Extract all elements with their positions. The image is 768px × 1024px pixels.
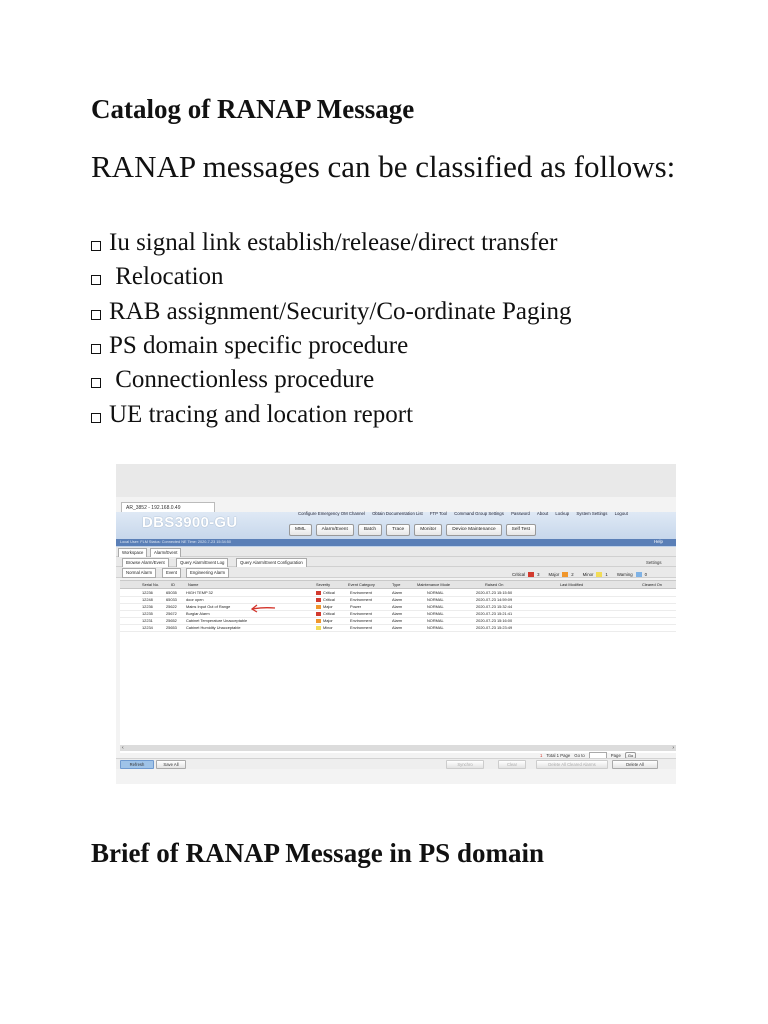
bullet-list (91, 226, 571, 432)
col-raised-on[interactable]: Raised On (485, 582, 504, 587)
tab-alarm-event[interactable]: Alarm/Event (150, 548, 181, 558)
square-bullet-icon (91, 378, 101, 388)
scroll-left-icon[interactable]: ‹ (122, 745, 124, 751)
list-item (91, 295, 571, 329)
table-row[interactable]: 12236 65035 HIGH TEMP 32 Critical Environment Alarm NORMAL 2020-07-23 15:15:50 (120, 589, 676, 597)
tab-engineering-alarm[interactable]: Engineering Alarm (186, 568, 229, 578)
window-tab: AR_3852 - 192.168.0.49 (121, 502, 215, 514)
table-row[interactable]: 12236 25622 Mains Input Out of Range Major Power Alarm NORMAL 2020-07-23 15:32:44 (120, 603, 676, 611)
trace-button[interactable]: Trace (386, 524, 410, 536)
monitor-button[interactable]: Monitor (414, 524, 442, 536)
link-command-group[interactable]: Command Group Settings (454, 511, 504, 516)
self-test-button[interactable]: Self Test (506, 524, 536, 536)
batch-button[interactable]: Batch (358, 524, 382, 536)
help-link[interactable]: Help (654, 539, 663, 544)
list-item (91, 226, 571, 260)
critical-swatch-icon (528, 572, 534, 577)
table-row[interactable]: 12234 25653 Cabinet Humidity Unacceptable Minor Environment Alarm NORMAL 2020-07-23 15:23:49 (120, 624, 676, 632)
col-id[interactable]: ID (171, 582, 175, 587)
col-maint-mode[interactable]: Maintenance Mode (417, 582, 451, 587)
synchro-button[interactable]: Synchro (446, 760, 484, 769)
tab-query-alarm-log[interactable]: Query Alarm/Event Log (176, 558, 228, 568)
table-row[interactable]: 12235 25672 Burglar Alarm Critical Environment Alarm NORMAL 2020-07-23 15:21:41 (120, 610, 676, 618)
go-button[interactable]: Go (625, 752, 636, 759)
tab-workspace[interactable]: Workspace (118, 548, 147, 558)
section-heading: Catalog of RANAP Message (91, 94, 415, 124)
square-bullet-icon (91, 310, 101, 320)
screenshot-blank-area (116, 464, 676, 497)
toolbar (289, 524, 536, 536)
app-name: DBS3900-GU (142, 514, 238, 531)
save-all-button[interactable]: Save All (156, 760, 186, 769)
square-bullet-icon (91, 241, 101, 251)
clear-button[interactable]: Clear (498, 760, 526, 769)
link-emergency-om[interactable]: Configure Emergency OM Channel (298, 511, 365, 516)
list-item-text: Connectionless procedure (109, 366, 375, 394)
col-type[interactable]: Type (392, 582, 401, 587)
red-arrow-annotation-icon (249, 602, 277, 614)
refresh-button[interactable]: Refresh (120, 760, 154, 769)
top-links (298, 511, 634, 516)
lead-paragraph: RANAP messages can be classified as follows: (91, 149, 676, 184)
list-item-text: UE tracing and location report (109, 400, 414, 428)
horizontal-scrollbar[interactable] (120, 745, 676, 751)
list-item (91, 260, 571, 294)
tab-normal-alarm[interactable]: Normal Alarm (122, 568, 156, 578)
col-cleared-on[interactable]: Cleared On (642, 582, 662, 587)
link-logout[interactable]: Logout (614, 511, 628, 516)
link-password[interactable]: Password (511, 511, 530, 516)
alarm-table (120, 580, 676, 753)
list-item-text: RAB assignment/Security/Co-ordinate Paging (109, 297, 572, 325)
section-heading-2: Brief of RANAP Message in PS domain (91, 838, 544, 868)
col-last-modified[interactable]: Last Modified (560, 582, 584, 587)
col-event-category[interactable]: Event Category (348, 582, 375, 587)
delete-all-button[interactable]: Delete All (612, 760, 658, 769)
list-item-text: PS domain specific procedure (109, 332, 409, 360)
link-doc-list[interactable]: Obtain Documentation List (372, 511, 423, 516)
workspace-tabbar (116, 547, 676, 557)
minor-swatch-icon (596, 572, 602, 577)
link-lockup[interactable]: Lockup (555, 511, 570, 516)
tab-query-alarm-config[interactable]: Query Alarm/Event Configuration (236, 558, 307, 568)
embedded-screenshot (116, 464, 676, 784)
pager: 1 Total 1 Page Go to Page Go (540, 752, 636, 759)
warning-swatch-icon (636, 572, 642, 577)
list-item (91, 397, 571, 431)
alarm-event-button[interactable]: Alarm/Event (316, 524, 354, 536)
tab-browse-alarm[interactable]: Browse Alarm/Event (122, 558, 169, 568)
scroll-right-icon[interactable]: › (672, 745, 674, 751)
table-header (120, 581, 676, 589)
col-severity[interactable]: Severity (316, 582, 331, 587)
table-row[interactable]: 12231 25652 Cabinet Temperature Unacceptable Major Environment Alarm NORMAL 2020-07-23 15:16:00 (120, 617, 676, 625)
device-maintenance-button[interactable]: Device Maintenance (446, 524, 501, 536)
list-item-text: Iu signal link establish/release/direct transfer (109, 229, 558, 257)
square-bullet-icon (91, 413, 101, 423)
list-item (91, 329, 571, 363)
list-item-text: Relocation (109, 263, 224, 291)
severity-legend: Critical 3 Major 2 Minor 1 Warning 0 (512, 572, 648, 577)
col-name[interactable]: Name (188, 582, 199, 587)
bottom-button-bar (116, 758, 676, 769)
col-serial[interactable]: Serial No. (142, 582, 160, 587)
mml-button[interactable]: MML (289, 524, 312, 536)
settings-link[interactable]: Settings (646, 560, 662, 565)
square-bullet-icon (91, 344, 101, 354)
link-system-settings[interactable]: System Settings (576, 511, 608, 516)
delete-cleared-button[interactable]: Delete All Cleared Alarms (536, 760, 608, 769)
status-bar: Local User: FLM Status: Connected NE Time: 2020-7-23 15:34:50 (116, 539, 676, 546)
tab-event[interactable]: Event (162, 568, 181, 578)
link-about[interactable]: About (536, 511, 549, 516)
link-ftp-tool[interactable]: FTP Tool (429, 511, 447, 516)
list-item (91, 363, 571, 397)
square-bullet-icon (91, 275, 101, 285)
table-row[interactable]: 12248 65033 door open Critical Environment Alarm NORMAL 2020-07-23 14:59:09 (120, 596, 676, 604)
major-swatch-icon (562, 572, 568, 577)
